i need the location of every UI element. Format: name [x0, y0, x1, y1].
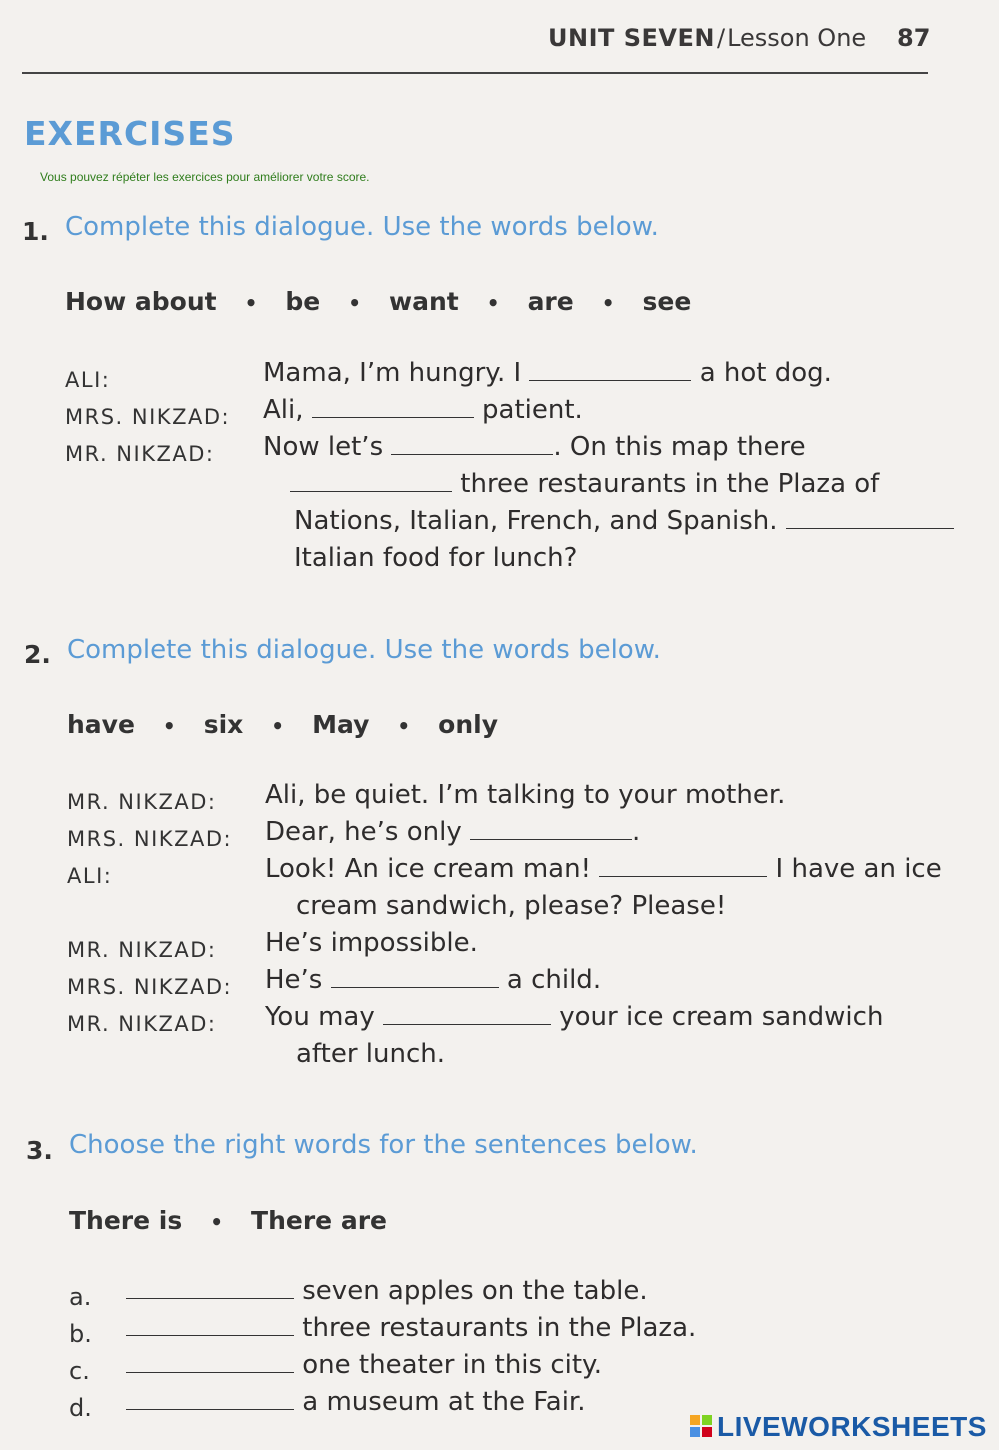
q1-number: 1.	[22, 217, 49, 246]
q2-number: 2.	[24, 640, 51, 669]
line-text: .	[631, 817, 641, 847]
item-letter: b.	[69, 1320, 92, 1348]
q3-prompt: Choose the right words for the sentences below.	[69, 1130, 698, 1160]
answer-blank[interactable]	[290, 471, 452, 492]
dialogue-line	[290, 469, 879, 499]
sentence-item	[126, 1350, 602, 1380]
q2-word-bank: have • six • May • only	[67, 710, 499, 739]
line-text: a hot dog.	[699, 358, 832, 388]
line-text: a child.	[506, 965, 602, 995]
line-text: one theater in this city.	[302, 1350, 602, 1380]
q3-number: 3.	[26, 1136, 53, 1165]
answer-blank[interactable]	[599, 856, 767, 877]
word-chip: six	[203, 710, 244, 739]
score-note: Vous pouvez répéter les exercices pour améliorer votre score.	[40, 170, 370, 184]
speaker-label: ALI:	[67, 864, 113, 888]
speaker-label: MRS. NIKZAD:	[67, 975, 233, 999]
line-text: He’s	[265, 965, 323, 995]
sentence-item	[126, 1313, 696, 1343]
speaker-label: MR. NIKZAD:	[67, 938, 217, 962]
dialogue-line: Italian food for lunch?	[294, 543, 578, 573]
dialogue-line: cream sandwich, please? Please!	[296, 891, 727, 921]
q1-word-bank: How about • be • want • are • see	[65, 287, 692, 316]
header-separator: /	[716, 24, 726, 52]
line-text: three restaurants in the Plaza of	[460, 469, 880, 499]
word-chip: May	[312, 710, 370, 739]
sentence-item	[126, 1276, 648, 1306]
word-chip: only	[438, 710, 499, 739]
answer-blank[interactable]	[383, 1004, 551, 1025]
dialogue-line	[265, 965, 601, 995]
line-text: seven apples on the table.	[302, 1276, 648, 1306]
line-text: three restaurants in the Plaza.	[302, 1313, 697, 1343]
unit-label: UNIT SEVEN	[548, 24, 715, 52]
word-chip: There are	[251, 1206, 387, 1235]
speaker-label: ALI:	[65, 368, 111, 392]
word-chip: have	[67, 710, 135, 739]
line-text: a museum at the Fair.	[302, 1387, 586, 1417]
page-header	[548, 24, 866, 52]
liveworksheets-logo	[690, 1411, 987, 1443]
answer-blank[interactable]	[126, 1389, 294, 1410]
dialogue-line	[263, 395, 583, 425]
line-text: Dear, he’s only	[265, 817, 462, 847]
q3-word-bank: There is • There are	[69, 1206, 387, 1235]
dialogue-line: Ali, be quiet. I’m talking to your mother.	[265, 780, 786, 810]
speaker-label: MRS. NIKZAD:	[65, 405, 231, 429]
answer-blank[interactable]	[126, 1315, 294, 1336]
logo-text: LIVEWORKSHEETS	[717, 1411, 987, 1442]
line-text: Now let’s	[263, 432, 384, 462]
page-number: 87	[897, 24, 931, 52]
dialogue-line	[294, 506, 954, 536]
exercises-title: EXERCISES	[24, 114, 236, 153]
dialogue-line	[265, 817, 640, 847]
line-text: I have an ice	[775, 854, 942, 884]
word-chip: There is	[69, 1206, 183, 1235]
dialogue-line: He’s impossible.	[265, 928, 478, 958]
logo-grid-icon	[690, 1415, 714, 1439]
dialogue-line	[265, 1002, 883, 1032]
q1-prompt: Complete this dialogue. Use the words below.	[65, 212, 659, 242]
line-text: Nations, Italian, French, and Spanish.	[294, 506, 778, 536]
word-chip: are	[527, 287, 574, 316]
speaker-label: MRS. NIKZAD:	[67, 827, 233, 851]
sentence-item	[126, 1387, 586, 1417]
speaker-label: MR. NIKZAD:	[67, 1012, 217, 1036]
item-letter: a.	[69, 1283, 92, 1311]
q2-prompt: Complete this dialogue. Use the words below.	[67, 635, 661, 665]
header-divider	[22, 72, 928, 74]
dialogue-line	[263, 432, 806, 462]
speaker-label: MR. NIKZAD:	[65, 442, 215, 466]
word-chip: see	[642, 287, 692, 316]
answer-blank[interactable]	[391, 434, 553, 455]
lesson-label: Lesson One	[727, 24, 867, 52]
line-text: Mama, I’m hungry. I	[263, 358, 522, 388]
dialogue-line	[263, 358, 832, 388]
line-text: patient.	[482, 395, 583, 425]
word-chip: want	[389, 287, 459, 316]
speaker-label: MR. NIKZAD:	[67, 790, 217, 814]
line-text: Look! An ice cream man!	[265, 854, 591, 884]
word-chip: be	[285, 287, 321, 316]
line-text: your ice cream sandwich	[559, 1002, 884, 1032]
dialogue-line	[265, 854, 942, 884]
item-letter: c.	[69, 1357, 90, 1385]
dialogue-line: after lunch.	[296, 1039, 445, 1069]
answer-blank[interactable]	[312, 397, 474, 418]
line-text: You may	[265, 1002, 375, 1032]
answer-blank[interactable]	[529, 360, 691, 381]
line-text: . On this map there	[553, 432, 806, 462]
answer-blank[interactable]	[126, 1352, 294, 1373]
answer-blank[interactable]	[126, 1278, 294, 1299]
word-chip: How about	[65, 287, 217, 316]
answer-blank[interactable]	[786, 508, 954, 529]
answer-blank[interactable]	[470, 819, 632, 840]
item-letter: d.	[69, 1394, 92, 1422]
answer-blank[interactable]	[331, 967, 499, 988]
line-text: Ali,	[263, 395, 304, 425]
